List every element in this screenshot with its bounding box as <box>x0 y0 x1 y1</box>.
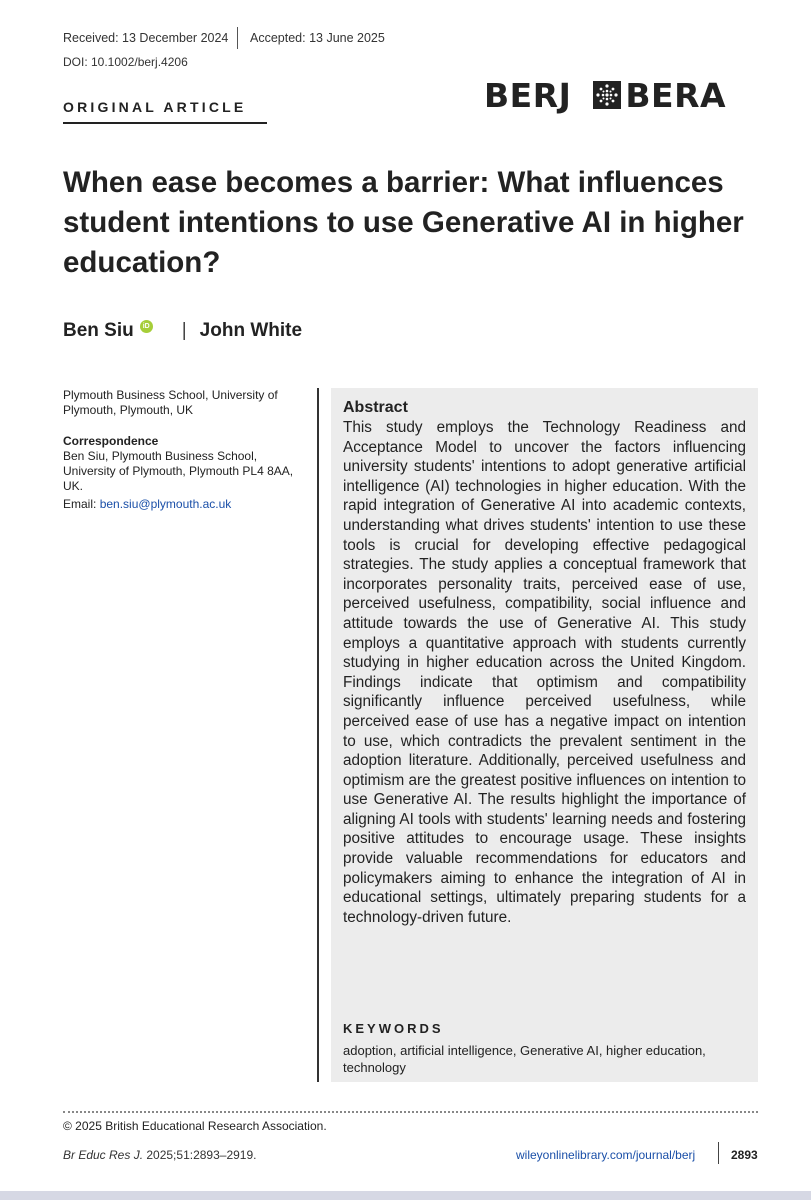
citation-line <box>63 1148 256 1162</box>
journal-url-link[interactable]: wileyonlinelibrary.com/journal/berj <box>516 1148 696 1162</box>
bottom-band <box>0 1191 811 1200</box>
email-label: Email: <box>63 497 100 511</box>
citation-volume: 2025;51:2893–2919. <box>143 1148 257 1162</box>
article-type-underline <box>63 122 267 124</box>
author-name[interactable]: John White <box>199 320 303 341</box>
keywords-list: adoption, artificial intelligence, Generative AI, higher education, technology <box>343 1043 706 1075</box>
correspondence-heading: Correspondence <box>63 434 159 448</box>
abstract-side-rule <box>317 388 319 1082</box>
bera-star-mark-icon <box>593 81 621 109</box>
keywords-heading: KEYWORDS <box>343 1021 444 1036</box>
accepted-date: Accepted: 13 June 2025 <box>250 31 385 45</box>
correspondence-email <box>63 497 231 511</box>
author-separator: | <box>181 320 187 341</box>
journal-logos <box>484 76 726 114</box>
berj-logo: BERJ <box>484 75 572 115</box>
footer-divider <box>718 1142 719 1164</box>
author-name[interactable]: Ben Siu <box>63 320 134 341</box>
email-link[interactable]: ben.siu@plymouth.ac.uk <box>99 497 232 511</box>
header-divider <box>237 27 238 49</box>
copyright-notice: © 2025 British Educational Research Association. <box>63 1119 327 1133</box>
affiliation: Plymouth Business School, University of Plymouth, Plymouth, UK <box>63 388 278 417</box>
correspondence-address: Ben Siu, Plymouth Business School, University of Plymouth, Plymouth PL4 8AA, UK. <box>63 449 294 493</box>
doi-label[interactable]: DOI: 10.1002/berj.4206 <box>63 55 188 69</box>
author-list <box>63 320 302 342</box>
abstract-heading: Abstract <box>343 399 408 416</box>
bera-logo: BERA <box>625 75 727 115</box>
received-date: Received: 13 December 2024 <box>63 31 229 45</box>
footer-dotted-rule <box>63 1111 758 1113</box>
orcid-icon[interactable]: iD <box>140 320 153 333</box>
article-type-label: ORIGINAL ARTICLE <box>63 99 247 115</box>
page-number: 2893 <box>731 1148 758 1162</box>
citation-journal: Br Educ Res J. <box>63 1148 144 1162</box>
abstract-body: This study employs the Technology Readiness and Acceptance Model to uncover the factors influencing university students' intentions to adopt generative artificial intelligence (AI) technologies in higher education. With the rapid integration of Generative AI into academic contexts, understanding what drives students' intention to use these tools is crucial for developing effective pedagogical strategies. The study applies a conceptual framework that incorporates personality traits, perceived ease of use, perceived usefulness, compatibility, social influence and attitude towards the use of Generative AI. This study employs a quantitative approach with students currently studying in higher education across the United Kingdom. Findings indicate that optimism and compatibility significantly influence perceived usefulness, while perceived ease of use has a negative impact on intention to use, which contradicts the prevalent sentiment in the adoption literature. Additionally, perceived usefulness and optimism are the greatest positive influences on intention to use Generative AI. The results highlight the importance of aligning AI tools with students' learning needs and fostering positive attitudes to encourage usage. These insights provide valuable recommendations for educators and policymakers aiming to enhance the integration of AI in educational settings, ultimately preparing students for a technology-driven future. <box>343 419 746 926</box>
article-title: When ease becomes a barrier: What influences student intentions to use Generative AI in higher education? <box>63 166 744 279</box>
